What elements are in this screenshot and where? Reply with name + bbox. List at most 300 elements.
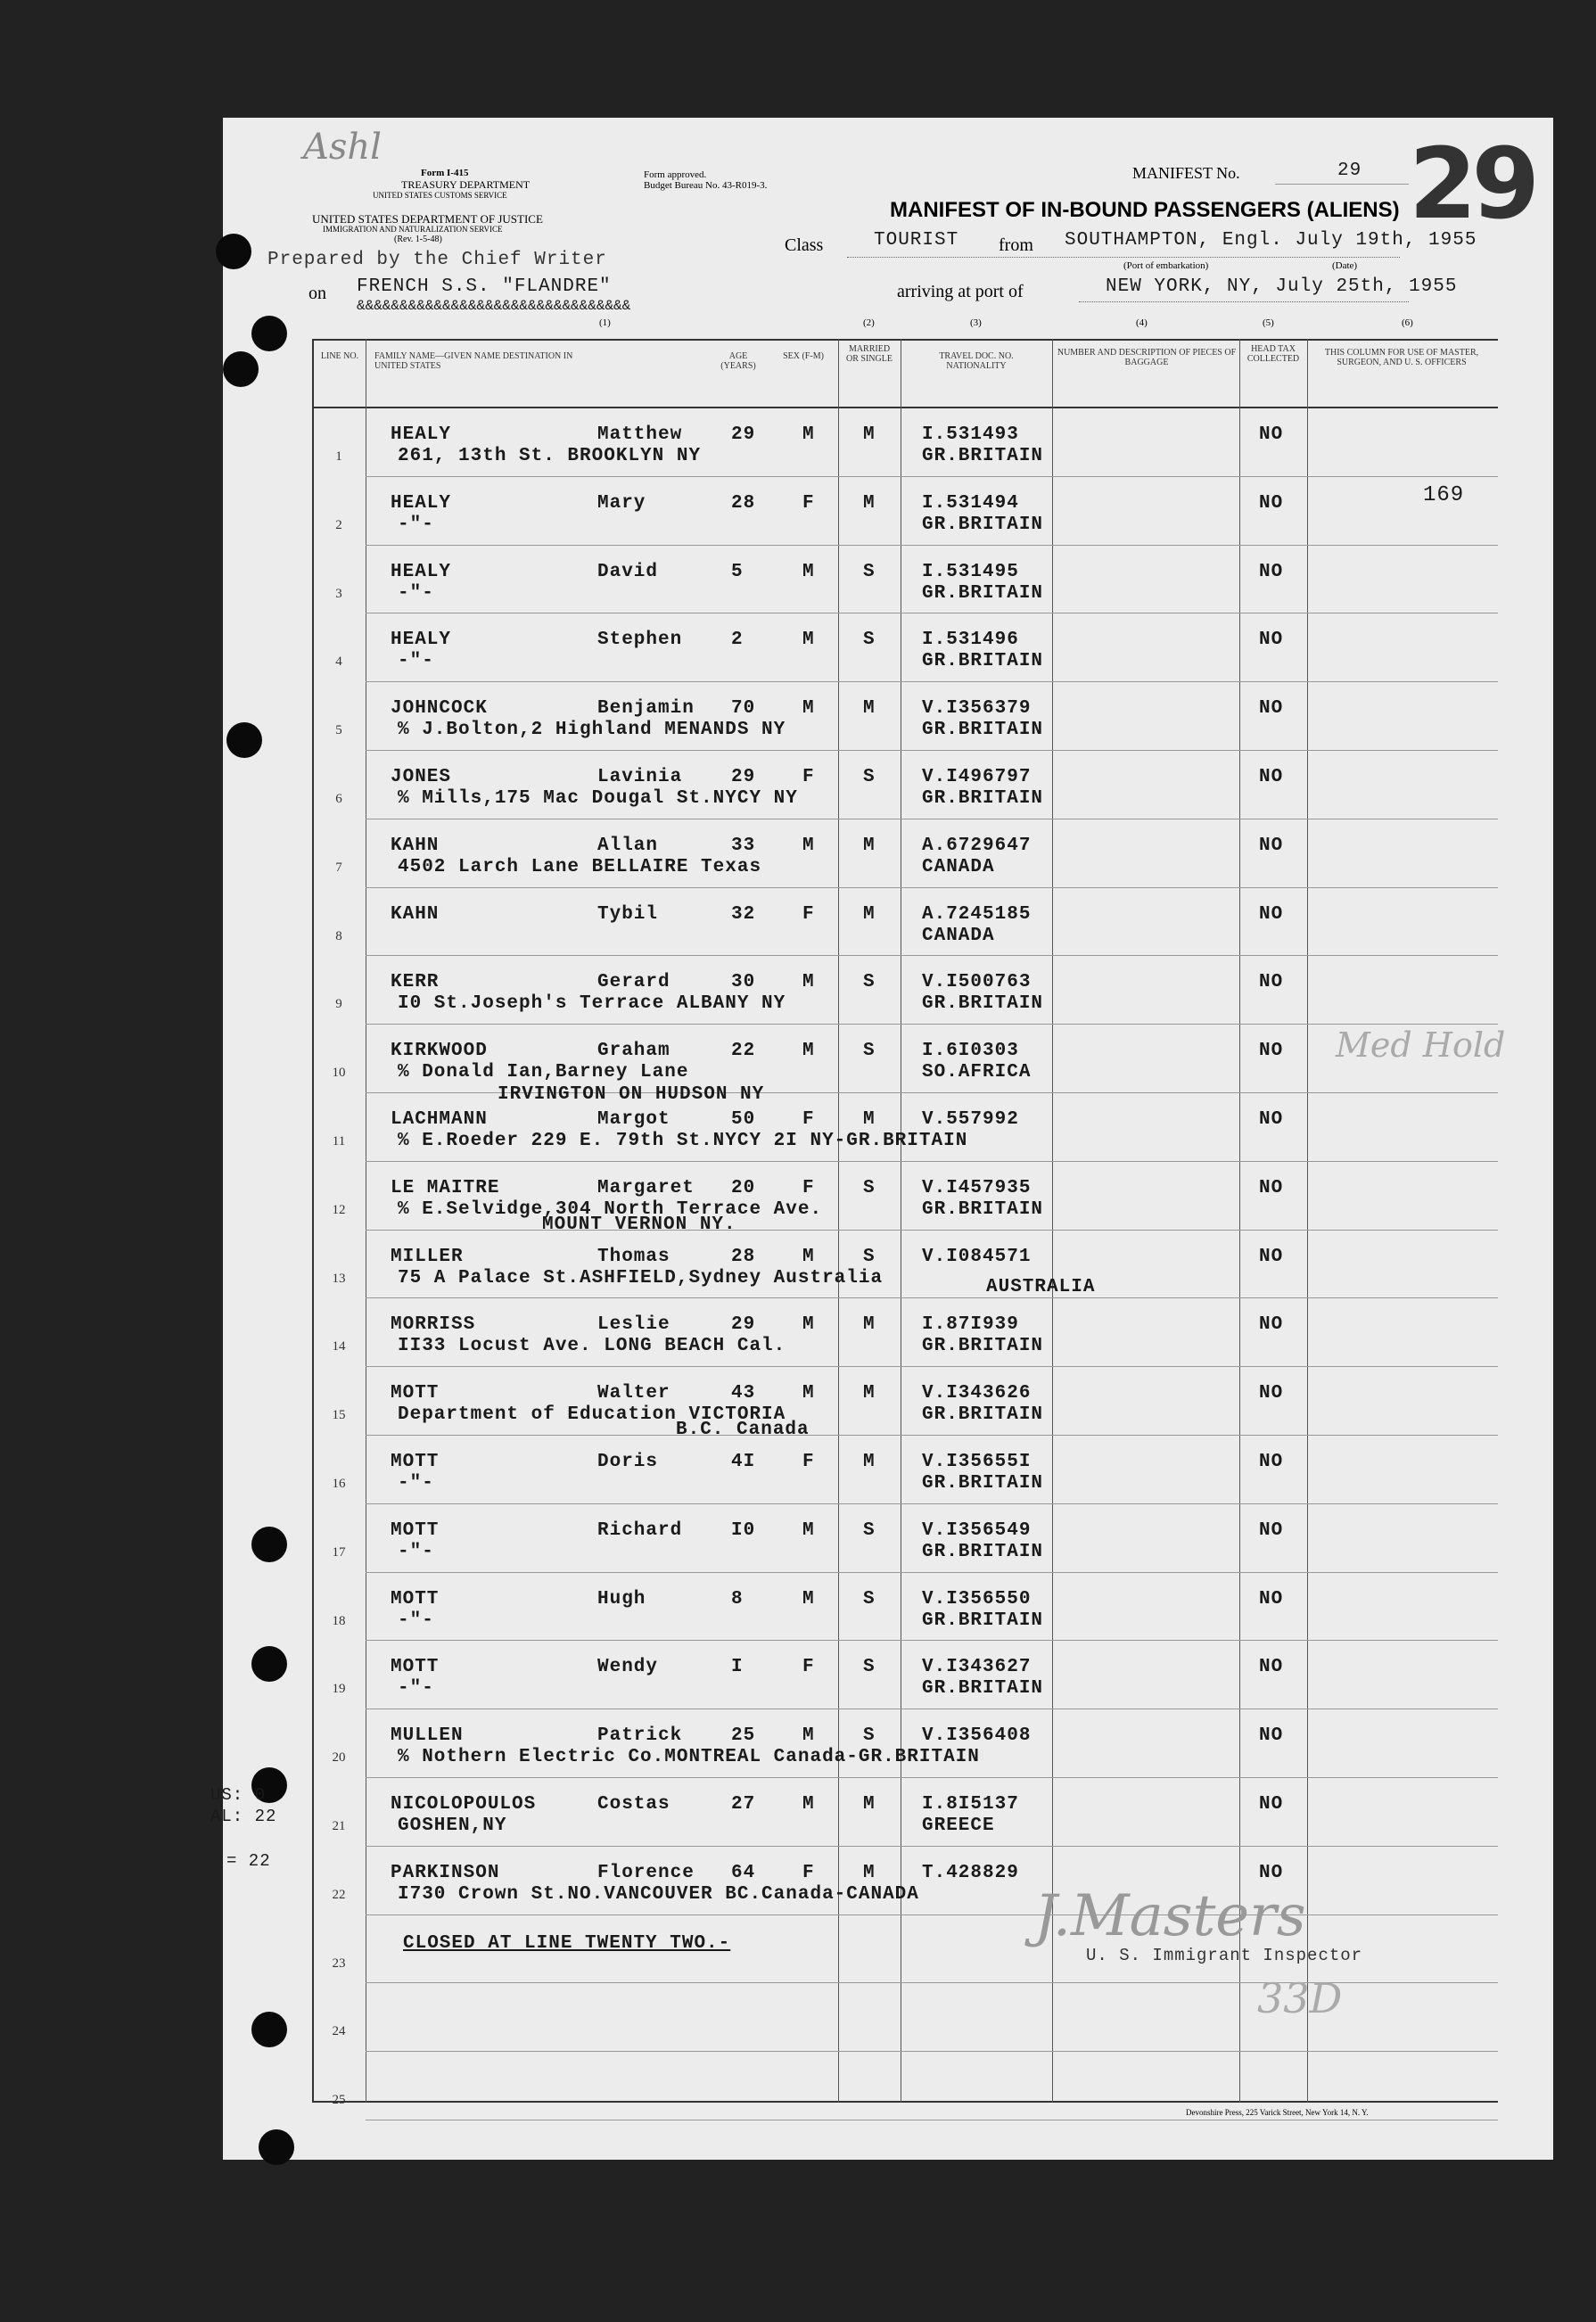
age: I: [731, 1657, 744, 1678]
nationality: SO.AFRICA: [922, 1062, 1032, 1083]
line-number: 15: [332, 1408, 346, 1423]
head-tax: NO: [1259, 767, 1284, 787]
marital-status: M: [863, 424, 876, 445]
mott-dest-line2: B.C. Canada: [676, 1420, 810, 1440]
nationality: GR.BRITAIN: [922, 1541, 1044, 1562]
destination: 261, 13th St. BROOKLYN NY: [398, 446, 702, 466]
line-number: 3: [335, 586, 342, 601]
family-name: KAHN: [391, 835, 440, 856]
row-divider: [366, 1503, 1498, 1504]
given-name: Graham: [597, 1041, 670, 1062]
row-divider: [366, 1846, 1498, 1847]
given-name: Leslie: [597, 1314, 670, 1336]
manifest-no-label: MANIFEST No.: [1132, 164, 1240, 182]
travel-doc: I.87I939: [922, 1314, 1019, 1336]
stamp-mark: 33D: [1257, 1974, 1343, 2022]
destination: -"-: [398, 1610, 434, 1631]
col-divider: [838, 339, 839, 2103]
marital-status: M: [863, 1383, 876, 1404]
sex: F: [802, 492, 815, 514]
sex: F: [802, 1452, 815, 1472]
sex: M: [802, 1794, 815, 1815]
given-name: Matthew: [597, 424, 683, 445]
nationality: GR.BRITAIN: [922, 582, 1044, 604]
col-header-age: AGE (YEARS): [720, 351, 756, 371]
sex: F: [802, 1657, 815, 1678]
given-name: Gerard: [597, 972, 670, 993]
destination: -"-: [398, 514, 434, 535]
age: 50: [731, 1109, 756, 1130]
given-name: Patrick: [597, 1725, 683, 1747]
destination: % Mills,175 Mac Dougal St.NYCY NY: [398, 788, 798, 809]
col-num-3: (3): [970, 317, 982, 328]
age: 25: [731, 1725, 756, 1747]
age: 70: [731, 698, 756, 720]
line-number: 24: [332, 2024, 346, 2039]
destination: 4502 Larch Lane BELLAIRE Texas: [398, 856, 762, 877]
ins: IMMIGRATION AND NATURALIZATION SERVICE: [323, 225, 503, 234]
line-number: 8: [335, 928, 342, 943]
head-tax: NO: [1259, 835, 1284, 856]
nationality: GR.BRITAIN: [922, 720, 1044, 741]
destination: I730 Crown St.NO.VANCOUVER BC.Canada-CANADA: [398, 1883, 919, 1905]
nationality: GR.BRITAIN: [922, 514, 1044, 535]
destination: 75 A Palace St.ASHFIELD,Sydney Australia: [398, 1267, 884, 1289]
tally-us: US: 0: [210, 1785, 267, 1805]
head-tax: NO: [1259, 492, 1284, 514]
row-divider: [366, 1435, 1498, 1436]
destination: -"-: [398, 582, 434, 604]
row-divider: [366, 545, 1498, 546]
family-name: PARKINSON: [391, 1862, 500, 1883]
marital-status: S: [863, 1519, 876, 1541]
line-number: 14: [332, 1339, 346, 1354]
age: 32: [731, 903, 756, 925]
age: 28: [731, 492, 756, 514]
col-num-1: (1): [599, 317, 611, 328]
travel-doc: V.557992: [922, 1109, 1019, 1130]
sex: M: [802, 1314, 815, 1336]
family-name: LE MAITRE: [391, 1177, 500, 1198]
travel-doc: A.6729647: [922, 835, 1032, 856]
line-number: 6: [335, 792, 342, 806]
travel-doc: I.531493: [922, 424, 1019, 445]
margin-note: Med Hold: [1336, 1025, 1506, 1065]
marital-status: S: [863, 972, 876, 993]
family-name: MULLEN: [391, 1725, 464, 1747]
inspector-label: U. S. Immigrant Inspector: [1086, 1946, 1363, 1965]
col-divider: [1307, 339, 1308, 2103]
arriving-value: NEW YORK, NY, July 25th, 1955: [1106, 276, 1458, 297]
destination: % J.Bolton,2 Highland MENANDS NY: [398, 720, 786, 741]
line-number: 22: [332, 1887, 346, 1902]
nationality: GR.BRITAIN: [922, 993, 1044, 1015]
nationality: GR.BRITAIN: [922, 1404, 1044, 1426]
col-header-baggage: NUMBER AND DESCRIPTION OF PIECES OF BAGGAGE: [1057, 348, 1237, 367]
table-top-line: [312, 339, 1498, 341]
head-tax: NO: [1259, 1794, 1284, 1815]
treasury-dept: TREASURY DEPARTMENT: [401, 178, 531, 191]
row-divider: [366, 1914, 1498, 1915]
class-line: [847, 257, 1400, 258]
head-tax: NO: [1259, 1314, 1284, 1336]
head-tax: NO: [1259, 1452, 1284, 1472]
marital-status: M: [863, 1794, 876, 1815]
col-header-officers: THIS COLUMN FOR USE OF MASTER, SURGEON, AND U. S. OFFICERS: [1324, 348, 1479, 367]
travel-doc: V.I084571: [922, 1246, 1032, 1267]
destination: -"-: [398, 1541, 434, 1562]
officer-note: 169: [1423, 483, 1465, 507]
miller-nationality: AUSTRALIA: [986, 1277, 1096, 1297]
family-name: MOTT: [391, 1657, 440, 1678]
age: 29: [731, 767, 756, 787]
sex: M: [802, 1041, 815, 1062]
travel-doc: I.531494: [922, 492, 1019, 514]
marital-status: M: [863, 1314, 876, 1336]
sex: F: [802, 1177, 815, 1198]
given-name: Florence: [597, 1862, 695, 1883]
family-name: MOTT: [391, 1588, 440, 1610]
destination: -"-: [398, 1473, 434, 1494]
tally-al: AL: 22: [210, 1807, 277, 1826]
given-name: Tybil: [597, 903, 659, 925]
sex: F: [802, 767, 815, 787]
head-tax: NO: [1259, 630, 1284, 651]
sex: M: [802, 1725, 815, 1747]
port-embark-label: (Port of embarkation): [1123, 260, 1209, 271]
ship-name: FRENCH S.S. "FLANDRE": [357, 276, 612, 297]
head-tax: NO: [1259, 561, 1284, 582]
marital-status: S: [863, 767, 876, 787]
line-number: 17: [332, 1544, 346, 1560]
nationality: GR.BRITAIN: [922, 446, 1044, 466]
marital-status: M: [863, 903, 876, 925]
sex: M: [802, 835, 815, 856]
travel-doc: V.I500763: [922, 972, 1032, 993]
col-num-2: (2): [863, 317, 875, 328]
given-name: Allan: [597, 835, 659, 856]
arriving-line: [1079, 301, 1409, 302]
head-tax: NO: [1259, 1041, 1284, 1062]
line-number: 7: [335, 860, 342, 875]
head-tax: NO: [1259, 1725, 1284, 1747]
lemaitre-dest-line2: MOUNT VERNON NY.: [542, 1215, 736, 1235]
sex: M: [802, 1246, 815, 1267]
head-tax: NO: [1259, 1657, 1284, 1678]
head-tax: NO: [1259, 1862, 1284, 1883]
age: 43: [731, 1383, 756, 1404]
date-label: (Date): [1332, 260, 1358, 271]
family-name: KAHN: [391, 903, 440, 925]
age: 28: [731, 1246, 756, 1267]
sex: F: [802, 1862, 815, 1883]
age: 22: [731, 1041, 756, 1062]
family-name: HEALY: [391, 630, 452, 651]
sex: M: [802, 698, 815, 720]
from-label: from: [999, 235, 1033, 255]
marital-status: M: [863, 1452, 876, 1472]
family-name: MORRISS: [391, 1314, 476, 1336]
punch-hole: [251, 1527, 287, 1562]
head-tax: NO: [1259, 1383, 1284, 1404]
manifest-no: 29: [1337, 161, 1362, 181]
row-divider: [366, 750, 1498, 751]
head-tax: NO: [1259, 1109, 1284, 1130]
nationality: GR.BRITAIN: [922, 1336, 1044, 1357]
row-divider: [366, 887, 1498, 888]
col-divider: [1239, 339, 1240, 2103]
manifest-stamp: 29: [1409, 127, 1535, 241]
line-number: 19: [332, 1682, 346, 1697]
marital-status: S: [863, 1725, 876, 1747]
marital-status: S: [863, 561, 876, 582]
family-name: NICOLOPOULOS: [391, 1794, 537, 1815]
sex: M: [802, 1383, 815, 1404]
destination: I0 St.Joseph's Terrace ALBANY NY: [398, 993, 786, 1015]
table-header-line: [312, 407, 1498, 408]
line-number: 20: [332, 1750, 346, 1766]
nationality: GREECE: [922, 1816, 995, 1836]
sex: M: [802, 630, 815, 651]
nationality: GR.BRITAIN: [922, 1198, 1044, 1220]
destination: II33 Locust Ave. LONG BEACH Cal.: [398, 1336, 786, 1357]
head-tax: NO: [1259, 1177, 1284, 1198]
age: 4I: [731, 1452, 756, 1472]
table-bottom-line: [312, 2101, 1498, 2103]
row-divider: [366, 1230, 1498, 1231]
family-name: JONES: [391, 767, 452, 787]
row-divider: [366, 1297, 1498, 1298]
line-number: 2: [335, 517, 342, 532]
destination: Department of Education VICTORIA: [398, 1404, 786, 1426]
travel-doc: V.I343627: [922, 1657, 1032, 1678]
head-tax: NO: [1259, 1519, 1284, 1541]
class-value: TOURIST: [874, 230, 959, 251]
row-divider: [366, 1777, 1498, 1778]
given-name: Doris: [597, 1452, 659, 1472]
given-name: Margot: [597, 1109, 670, 1130]
row-divider: [366, 1572, 1498, 1573]
from-value: SOUTHAMPTON, Engl. July 19th, 1955: [1065, 230, 1477, 251]
row-divider: [366, 1024, 1498, 1025]
col-header-name: FAMILY NAME—GIVEN NAME DESTINATION IN UNITED STATES: [374, 351, 573, 371]
destination: % Nothern Electric Co.MONTREAL Canada-GR.BRITAIN: [398, 1747, 980, 1768]
row-divider: [366, 681, 1498, 682]
given-name: David: [597, 561, 659, 582]
family-name: MOTT: [391, 1452, 440, 1472]
punch-hole: [259, 2129, 294, 2165]
sex: M: [802, 424, 815, 445]
given-name: Walter: [597, 1383, 670, 1404]
travel-doc: I.531495: [922, 561, 1019, 582]
line-number: 5: [335, 723, 342, 738]
sex: M: [802, 1588, 815, 1610]
nationality: CANADA: [922, 925, 995, 946]
marital-status: S: [863, 1657, 876, 1678]
family-name: HEALY: [391, 424, 452, 445]
marital-status: M: [863, 492, 876, 514]
line-number: 1: [335, 449, 342, 464]
col-num-4: (4): [1136, 317, 1148, 328]
nationality: GR.BRITAIN: [922, 1610, 1044, 1631]
given-name: Benjamin: [597, 698, 695, 720]
marital-status: S: [863, 1177, 876, 1198]
manifest-title: MANIFEST OF IN-BOUND PASSENGERS (ALIENS): [890, 198, 1400, 222]
class-label: Class: [785, 235, 824, 255]
col-header-sex: SEX (F-M): [783, 351, 824, 361]
travel-doc: I.8I5137: [922, 1794, 1019, 1815]
marital-status: S: [863, 1041, 876, 1062]
marital-status: S: [863, 1246, 876, 1267]
nationality: GR.BRITAIN: [922, 1473, 1044, 1494]
line-number: 9: [335, 997, 342, 1012]
given-name: Margaret: [597, 1177, 695, 1198]
family-name: LACHMANN: [391, 1109, 488, 1130]
line-number: 25: [332, 2093, 346, 2108]
punch-hole: [251, 2012, 287, 2047]
handwritten-note: Ashl: [303, 127, 382, 168]
given-name: Richard: [597, 1519, 683, 1541]
row-divider: [366, 1161, 1498, 1162]
marital-status: M: [863, 1862, 876, 1883]
customs-service: UNITED STATES CUSTOMS SERVICE: [373, 191, 507, 200]
age: 64: [731, 1862, 756, 1883]
sex: M: [802, 972, 815, 993]
line-number: 21: [332, 1819, 346, 1833]
row-divider: [366, 955, 1498, 956]
inspector-signature: J.Masters: [1034, 1883, 1306, 1949]
travel-doc: I.6I0303: [922, 1041, 1019, 1062]
marital-status: S: [863, 1588, 876, 1610]
tally-total: = 22: [226, 1851, 271, 1871]
given-name: Thomas: [597, 1246, 670, 1267]
age: 5: [731, 561, 744, 582]
age: I0: [731, 1519, 756, 1541]
line-number: 23: [332, 1956, 346, 1971]
sex: M: [802, 1519, 815, 1541]
travel-doc: V.I356549: [922, 1519, 1032, 1541]
col-num-5: (5): [1263, 317, 1274, 328]
given-name: Wendy: [597, 1657, 659, 1678]
marital-status: M: [863, 1109, 876, 1130]
line-number: 18: [332, 1613, 346, 1628]
head-tax: NO: [1259, 903, 1284, 925]
nationality: GR.BRITAIN: [922, 788, 1044, 809]
row-divider: [366, 1366, 1498, 1367]
line-number: 11: [332, 1134, 346, 1149]
family-name: KIRKWOOD: [391, 1041, 488, 1062]
line-number: 13: [332, 1271, 346, 1286]
travel-doc: V.I356550: [922, 1588, 1032, 1610]
col-header-travel: TRAVEL DOC. NO. NATIONALITY: [939, 351, 1014, 371]
travel-doc: A.7245185: [922, 903, 1032, 925]
sex: F: [802, 903, 815, 925]
punch-hole: [223, 351, 259, 387]
family-name: MOTT: [391, 1519, 440, 1541]
age: 8: [731, 1588, 744, 1610]
line-number: 16: [332, 1477, 346, 1491]
col-header-line: LINE NO.: [320, 351, 359, 361]
marital-status: S: [863, 630, 876, 651]
given-name: Mary: [597, 492, 646, 514]
col-num-6: (6): [1402, 317, 1413, 328]
destination: -"-: [398, 1678, 434, 1700]
punch-hole: [226, 722, 262, 758]
age: 29: [731, 424, 756, 445]
col-divider: [312, 339, 314, 2103]
age: 30: [731, 972, 756, 993]
nationality: CANADA: [922, 856, 995, 877]
travel-doc: V.I35655I: [922, 1452, 1032, 1472]
destination: % E.Roeder 229 E. 79th St.NYCY 2I NY-GR.BRITAIN: [398, 1131, 968, 1151]
marital-status: M: [863, 698, 876, 720]
family-name: HEALY: [391, 492, 452, 514]
head-tax: NO: [1259, 1246, 1284, 1267]
kirkwood-dest-line2: IRVINGTON ON HUDSON NY: [498, 1084, 765, 1105]
travel-doc: V.I356379: [922, 698, 1032, 720]
family-name: MOTT: [391, 1383, 440, 1404]
head-tax: NO: [1259, 972, 1284, 993]
row-divider: [366, 2051, 1498, 2052]
col-header-headtax: HEAD TAX COLLECTED: [1246, 344, 1300, 364]
budget-bureau: Budget Bureau No. 43-R019-3.: [644, 180, 768, 191]
family-name: KERR: [391, 972, 440, 993]
family-name: MILLER: [391, 1246, 464, 1267]
prepared-by: Prepared by the Chief Writer: [267, 250, 607, 270]
marital-status: M: [863, 835, 876, 856]
age: 29: [731, 1314, 756, 1336]
given-name: Lavinia: [597, 767, 683, 787]
punch-hole: [251, 316, 287, 351]
destination: % Donald Ian,Barney Lane: [398, 1062, 689, 1083]
row-divider: [366, 1640, 1498, 1641]
travel-doc: I.531496: [922, 630, 1019, 651]
family-name: HEALY: [391, 561, 452, 582]
travel-doc: V.I496797: [922, 767, 1032, 787]
punch-hole: [216, 234, 251, 269]
line-number: 12: [332, 1202, 346, 1217]
on-label: on: [309, 284, 326, 303]
manifest-sheet: [210, 118, 1553, 2160]
given-name: Costas: [597, 1794, 670, 1815]
travel-doc: V.I356408: [922, 1725, 1032, 1747]
sex: F: [802, 1109, 815, 1130]
col-header-married: MARRIED OR SINGLE: [846, 344, 893, 364]
nationality: GR.BRITAIN: [922, 651, 1044, 672]
punch-hole: [251, 1646, 287, 1682]
head-tax: NO: [1259, 1588, 1284, 1610]
nationality: GR.BRITAIN: [922, 1678, 1044, 1700]
struck-text: &&&&&&&&&&&&&&&&&&&&&&&&&&&&&&&&: [357, 298, 631, 314]
head-tax: NO: [1259, 424, 1284, 445]
destination: % E.Selvidge,304 North Terrace Ave.: [398, 1198, 823, 1220]
printer-imprint: Devonshire Press, 225 Varick Street, New York 14, N. Y.: [1186, 2108, 1369, 2117]
rev: (Rev. 1-5-48): [394, 235, 442, 244]
given-name: Hugh: [597, 1588, 646, 1610]
form-approved: Form approved.: [644, 169, 707, 180]
destination: -"-: [398, 651, 434, 672]
line-number: 10: [332, 1066, 346, 1081]
age: 2: [731, 630, 744, 651]
closing-statement: CLOSED AT LINE TWENTY TWO.-: [403, 1933, 731, 1954]
age: 33: [731, 835, 756, 856]
head-tax: NO: [1259, 698, 1284, 720]
sex: M: [802, 561, 815, 582]
travel-doc: V.I343626: [922, 1383, 1032, 1404]
destination: GOSHEN,NY: [398, 1816, 507, 1836]
manifest-no-line: [1275, 184, 1409, 185]
line-number: 4: [335, 655, 342, 670]
